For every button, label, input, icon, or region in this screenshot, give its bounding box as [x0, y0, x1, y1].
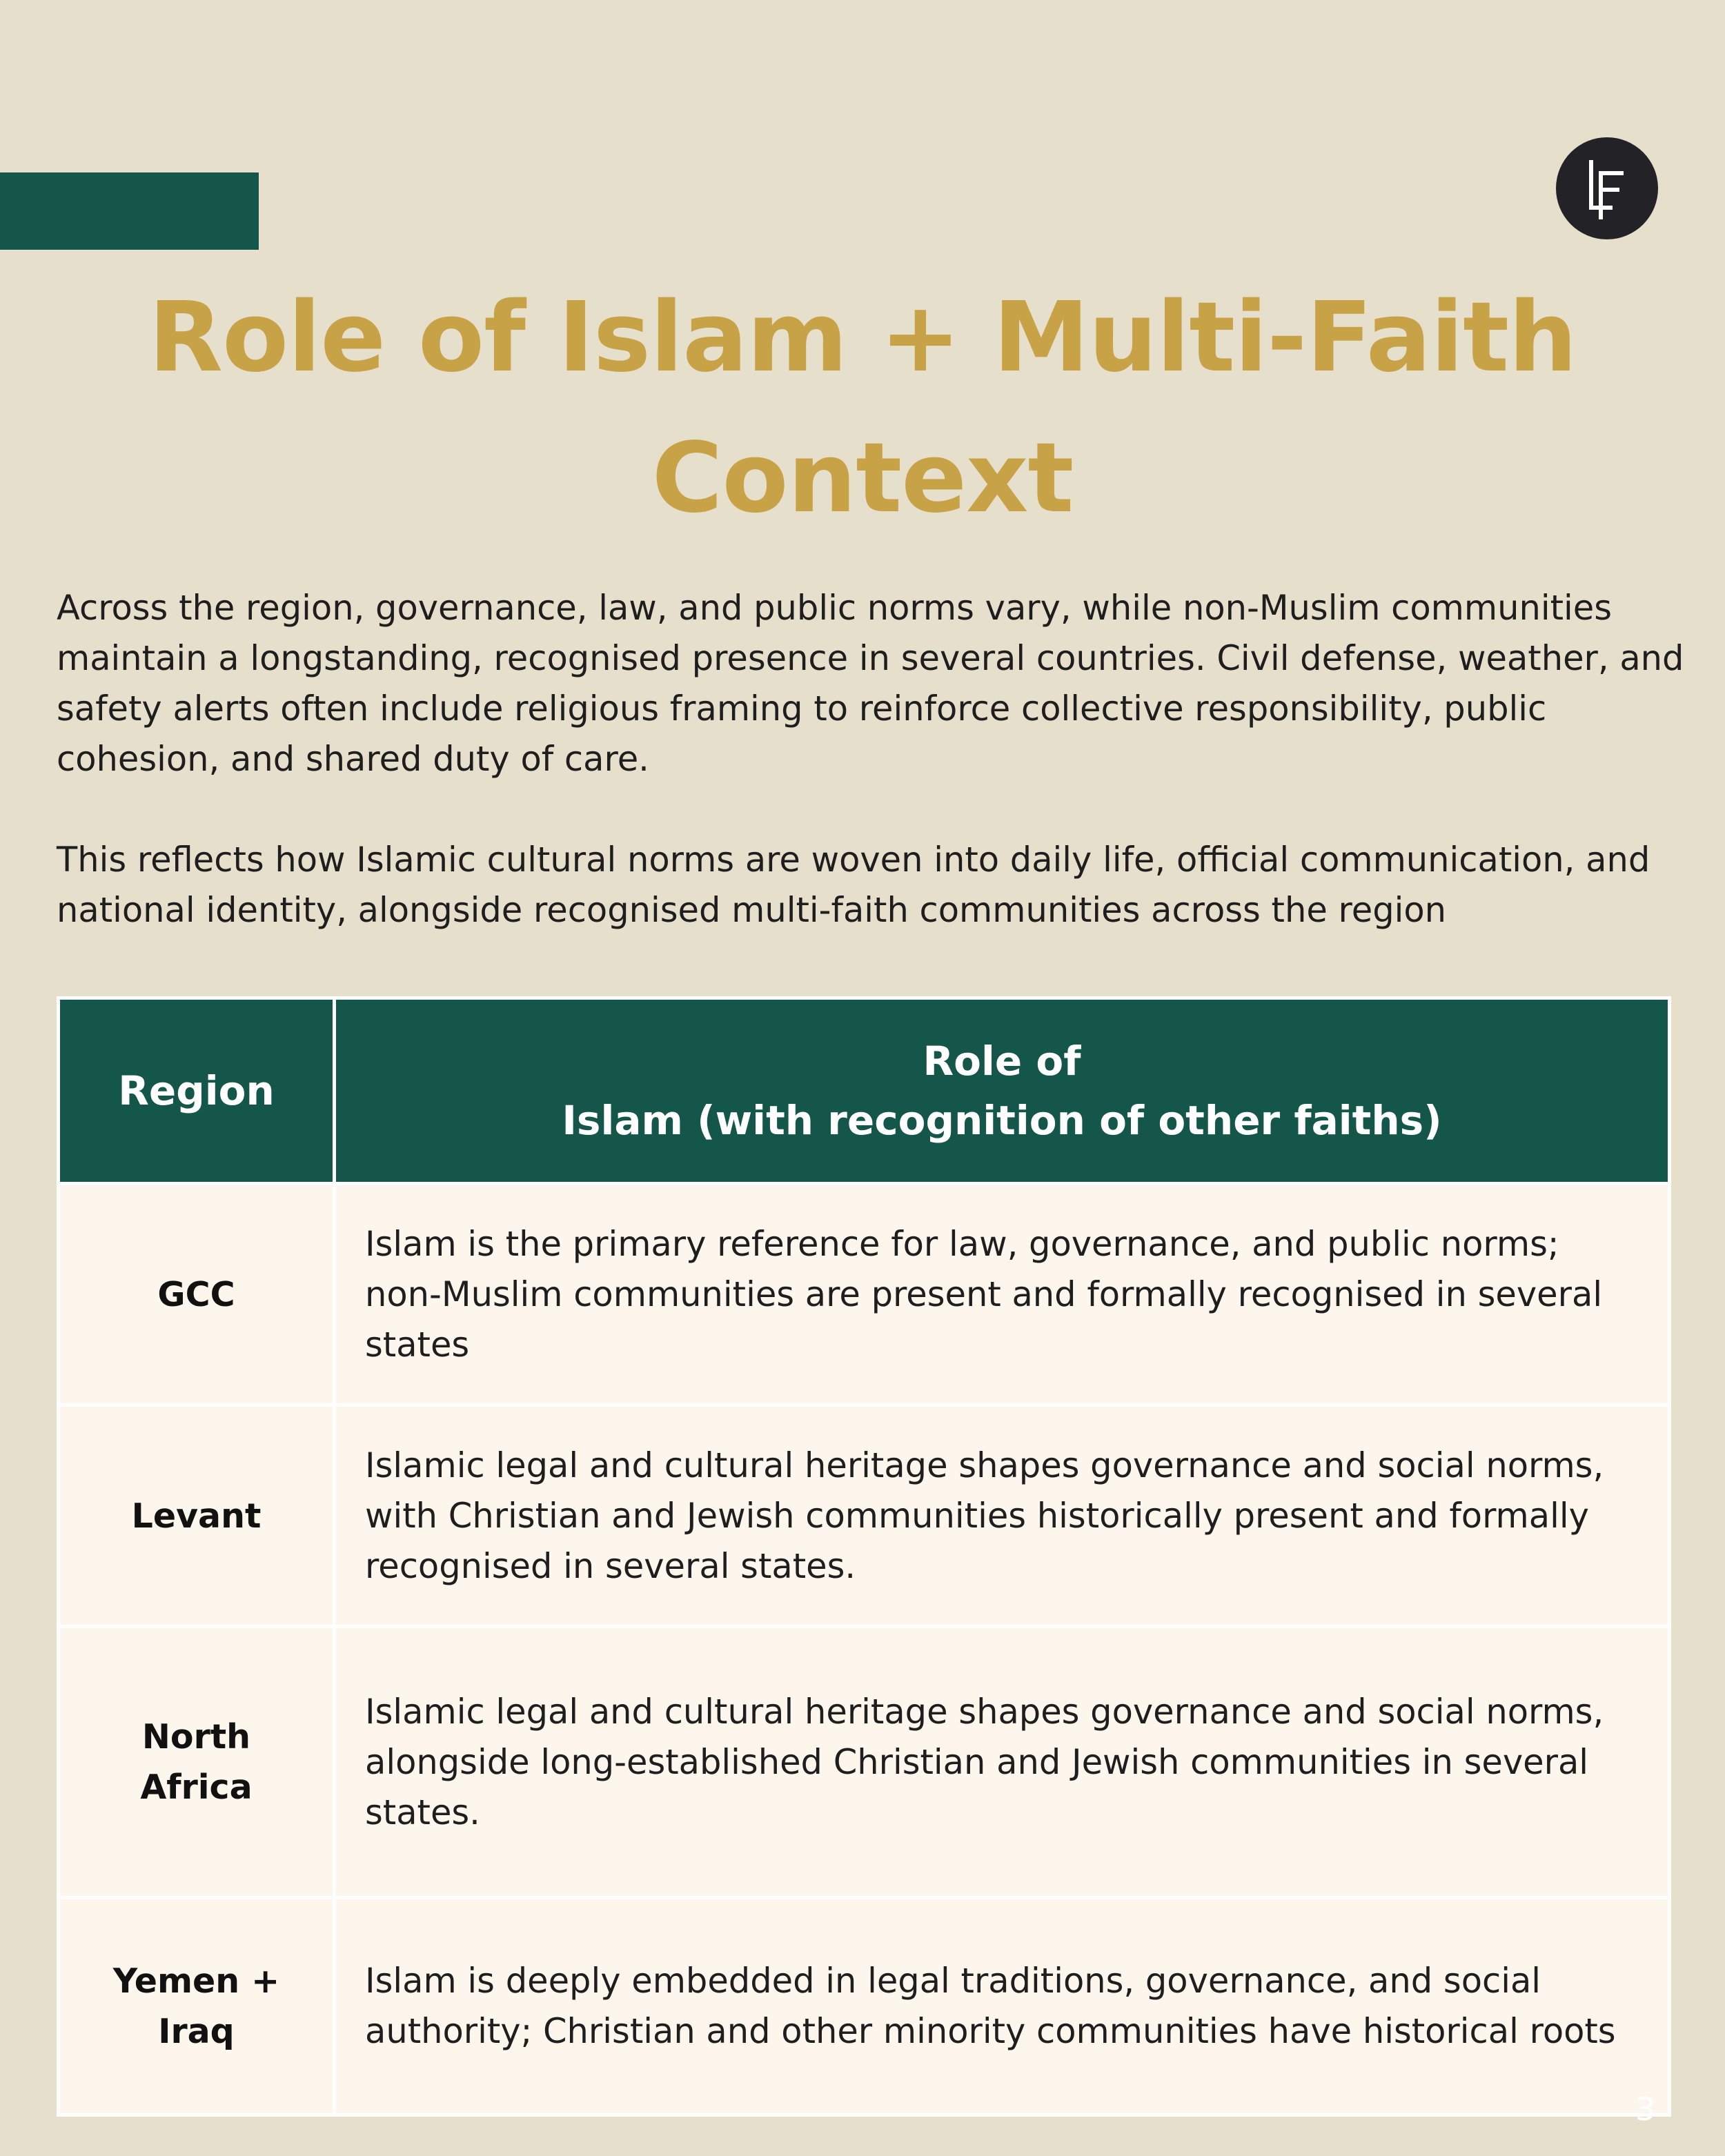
lf-logo	[1556, 137, 1658, 239]
page-number: 3	[1635, 2090, 1656, 2128]
role-cell: Islamic legal and cultural heritage shapes governance and social norms, alongside long-established Christian and Jewish communities in several states.	[336, 1628, 1668, 1896]
region-name: North Africa	[140, 1717, 253, 1807]
region-cell	[60, 1185, 333, 1403]
header-region: Region	[60, 1000, 333, 1182]
role-cell: Islam is the primary reference for law, governance, and public norms; non-Muslim communities are present and formally recognised in several states	[336, 1185, 1668, 1403]
intro-paragraph-2: This reflects how Islamic cultural norms are woven into daily life, official communication, and national identity, alongside recognised multi-faith communities across the region	[57, 840, 1650, 930]
role-cell: Islam is deeply embedded in legal traditions, governance, and social authority; Christian and other minority communities have historical roots	[336, 1899, 1668, 2113]
faith-context-table	[57, 996, 1671, 2117]
region-name: Levant	[131, 1496, 262, 1536]
table-row	[60, 1628, 1668, 1896]
header-role-line-2: Islam (with recognition of other faiths)	[562, 1097, 1442, 1144]
role-cell: Islamic legal and cultural heritage shapes governance and social norms, with Christian and Jewish communities historically present and formally recognised in several states.	[336, 1407, 1668, 1625]
lf-monogram-icon	[1583, 157, 1631, 220]
intro-text	[57, 583, 1685, 936]
table-row	[60, 1185, 1668, 1403]
page-title: Role of Islam + Multi-Faith Context	[148, 281, 1577, 535]
region-cell	[60, 1899, 333, 2113]
region-cell	[60, 1407, 333, 1625]
table-header-row	[60, 1000, 1668, 1182]
region-cell	[60, 1628, 333, 1896]
table-row	[60, 1899, 1668, 2113]
region-name: Yemen + Iraq	[112, 1961, 280, 2051]
header-role-line-1: Role of	[923, 1038, 1081, 1085]
header-role	[336, 1000, 1668, 1182]
table-row	[60, 1407, 1668, 1625]
accent-bar	[0, 172, 259, 250]
region-name: GCC	[157, 1274, 235, 1314]
intro-paragraph-1: Across the region, governance, law, and public norms vary, while non-Muslim communities maintain a longstanding, recognised presence in several countries. Civil defense, weather, and safety alerts often include religious framing to reinforce collective responsibility, public cohesion, and shared duty of care.	[57, 588, 1684, 779]
